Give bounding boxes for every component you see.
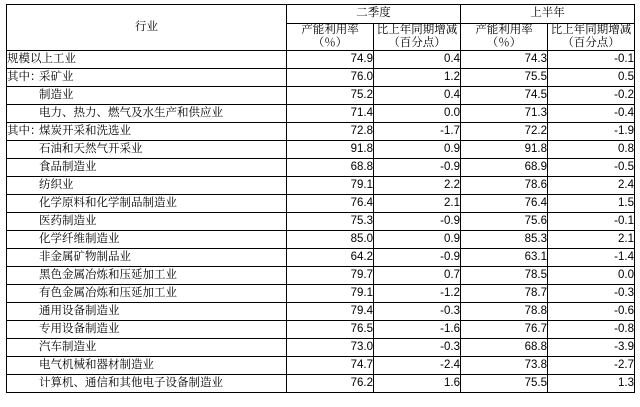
row-q2-change: -0.9 <box>374 213 461 231</box>
row-h1-rate: 73.8 <box>461 357 548 375</box>
table-row <box>7 267 635 285</box>
row-q2-rate: 91.8 <box>287 141 374 159</box>
table-header-row-groups <box>7 5 635 24</box>
row-label: 汽车制造业 <box>39 341 97 354</box>
row-h1-change: 2.1 <box>548 231 635 249</box>
row-h1-change: -0.6 <box>548 303 635 321</box>
row-h1-change: -3.9 <box>548 339 635 357</box>
table-row <box>7 303 635 321</box>
row-q2-rate: 76.5 <box>287 321 374 339</box>
row-h1-change: -0.1 <box>548 51 635 69</box>
header-q2-change <box>374 24 461 51</box>
row-prefix: 其中： <box>7 71 42 84</box>
row-h1-change: -0.8 <box>548 321 635 339</box>
header-h1-rate-line2: （％） <box>486 37 522 50</box>
row-h1-rate: 63.1 <box>461 249 548 267</box>
table-row <box>7 69 635 87</box>
row-h1-change: -0.1 <box>548 213 635 231</box>
row-h1-rate: 75.5 <box>461 69 548 87</box>
header-h1-change-line1: 比上年同期增减 <box>550 24 632 36</box>
header-q2-change-line1: 比上年同期增减 <box>376 24 458 36</box>
row-label: 化学原料和化学制品制造业 <box>39 197 177 210</box>
row-h1-change: 1.3 <box>548 375 635 393</box>
table-row <box>7 177 635 195</box>
row-industry-name <box>7 321 287 339</box>
row-q2-rate: 76.2 <box>287 375 374 393</box>
table-row <box>7 249 635 267</box>
table-row <box>7 213 635 231</box>
row-industry-name <box>7 141 287 159</box>
row-industry-name <box>7 285 287 303</box>
row-industry-name <box>7 195 287 213</box>
table-row <box>7 141 635 159</box>
row-label: 纺织业 <box>39 179 74 192</box>
row-industry-name <box>7 123 287 141</box>
row-h1-change: -2.7 <box>548 357 635 375</box>
row-h1-change: -1.9 <box>548 123 635 141</box>
row-q2-rate: 74.9 <box>287 51 374 69</box>
row-h1-change: 0.8 <box>548 141 635 159</box>
row-label: 非金属矿物制品业 <box>39 251 131 264</box>
row-h1-rate: 74.3 <box>461 51 548 69</box>
row-h1-rate: 74.5 <box>461 87 548 105</box>
row-h1-change: 0.5 <box>548 69 635 87</box>
table-row <box>7 87 635 105</box>
row-h1-rate: 76.4 <box>461 195 548 213</box>
row-h1-change: 2.4 <box>548 177 635 195</box>
row-label: 制造业 <box>39 89 74 102</box>
row-h1-rate: 78.7 <box>461 285 548 303</box>
row-q2-change: -1.7 <box>374 123 461 141</box>
row-label: 规模以上工业 <box>7 53 76 66</box>
row-industry-name <box>7 267 287 285</box>
row-q2-change: 0.7 <box>374 267 461 285</box>
row-q2-rate: 72.8 <box>287 123 374 141</box>
row-h1-change: 1.5 <box>548 195 635 213</box>
capacity-utilization-table <box>6 4 635 393</box>
row-industry-name <box>7 177 287 195</box>
row-industry-name <box>7 357 287 375</box>
row-industry-name <box>7 339 287 357</box>
table-body <box>7 51 635 393</box>
row-label: 食品制造业 <box>39 161 97 174</box>
header-h1-rate-line1: 产能利用率 <box>475 24 533 36</box>
row-q2-change: -0.3 <box>374 339 461 357</box>
row-q2-rate: 79.1 <box>287 177 374 195</box>
table-row <box>7 357 635 375</box>
row-industry-name <box>7 375 287 393</box>
header-h1-change <box>548 24 635 51</box>
row-h1-rate: 72.2 <box>461 123 548 141</box>
row-q2-change: 0.4 <box>374 51 461 69</box>
row-label: 有色金属冶炼和压延加工业 <box>39 287 177 300</box>
header-q2-rate-line2: （％） <box>312 37 348 50</box>
row-q2-change: -2.4 <box>374 357 461 375</box>
row-h1-change: -0.3 <box>548 285 635 303</box>
row-q2-change: 1.6 <box>374 375 461 393</box>
row-q2-rate: 79.4 <box>287 303 374 321</box>
row-label: 电力、热力、燃气及水生产和供应业 <box>39 107 223 120</box>
row-label: 石油和天然气开采业 <box>39 143 143 156</box>
row-h1-rate: 75.6 <box>461 213 548 231</box>
header-industry: 行业 <box>7 5 287 51</box>
row-h1-rate: 78.6 <box>461 177 548 195</box>
row-h1-rate: 91.8 <box>461 141 548 159</box>
header-q2-change-line2: （百分点） <box>388 37 446 50</box>
row-q2-change: -0.9 <box>374 249 461 267</box>
row-h1-rate: 78.8 <box>461 303 548 321</box>
row-q2-change: -1.2 <box>374 285 461 303</box>
row-label: 医药制造业 <box>39 215 97 228</box>
table-row <box>7 123 635 141</box>
row-h1-rate: 68.8 <box>461 339 548 357</box>
row-industry-name <box>7 105 287 123</box>
table-row <box>7 51 635 69</box>
row-label: 化学纤维制造业 <box>39 233 120 246</box>
header-group-q2: 二季度 <box>287 5 461 24</box>
row-q2-rate: 75.2 <box>287 87 374 105</box>
row-q2-change: -1.6 <box>374 321 461 339</box>
row-industry-name <box>7 213 287 231</box>
row-h1-rate: 71.3 <box>461 105 548 123</box>
table-row <box>7 285 635 303</box>
row-q2-rate: 68.8 <box>287 159 374 177</box>
row-industry-name <box>7 51 287 69</box>
row-q2-rate: 85.0 <box>287 231 374 249</box>
row-q2-change: 2.1 <box>374 195 461 213</box>
header-h1-rate <box>461 24 548 51</box>
row-h1-change: 0.0 <box>548 267 635 285</box>
row-h1-rate: 85.3 <box>461 231 548 249</box>
row-q2-rate: 76.0 <box>287 69 374 87</box>
table-header <box>7 5 635 51</box>
row-q2-rate: 79.7 <box>287 267 374 285</box>
table-row <box>7 105 635 123</box>
row-q2-rate: 74.7 <box>287 357 374 375</box>
row-q2-rate: 79.1 <box>287 285 374 303</box>
row-q2-change: 0.9 <box>374 231 461 249</box>
header-group-h1: 上半年 <box>461 5 635 24</box>
row-h1-rate: 78.5 <box>461 267 548 285</box>
row-label: 专用设备制造业 <box>39 323 120 336</box>
row-q2-change: 0.9 <box>374 141 461 159</box>
row-label: 黑色金属冶炼和压延加工业 <box>39 269 177 282</box>
row-q2-change: -0.9 <box>374 159 461 177</box>
row-label: 计算机、通信和其他电子设备制造业 <box>39 377 223 390</box>
row-h1-rate: 76.7 <box>461 321 548 339</box>
header-q2-rate-line1: 产能利用率 <box>301 24 359 36</box>
row-label: 电气机械和器材制造业 <box>39 359 154 372</box>
table-row <box>7 321 635 339</box>
table-row <box>7 375 635 393</box>
row-industry-name <box>7 159 287 177</box>
row-industry-name <box>7 249 287 267</box>
row-h1-rate: 68.9 <box>461 159 548 177</box>
row-label: 通用设备制造业 <box>39 305 120 318</box>
row-label: 煤炭开采和洗选业 <box>39 125 131 138</box>
table-row <box>7 159 635 177</box>
row-q2-rate: 76.4 <box>287 195 374 213</box>
row-h1-change: -0.4 <box>548 105 635 123</box>
row-q2-change: 0.0 <box>374 105 461 123</box>
row-q2-rate: 73.0 <box>287 339 374 357</box>
row-industry-name <box>7 69 287 87</box>
row-q2-change: 0.4 <box>374 87 461 105</box>
row-q2-change: 2.2 <box>374 177 461 195</box>
header-h1-change-line2: （百分点） <box>562 37 620 50</box>
row-industry-name <box>7 87 287 105</box>
row-label: 采矿业 <box>39 71 74 84</box>
row-q2-rate: 75.3 <box>287 213 374 231</box>
row-industry-name <box>7 231 287 249</box>
row-q2-rate: 64.2 <box>287 249 374 267</box>
row-h1-rate: 75.5 <box>461 375 548 393</box>
header-q2-rate <box>287 24 374 51</box>
row-q2-change: 1.2 <box>374 69 461 87</box>
row-q2-change: -0.3 <box>374 303 461 321</box>
row-industry-name <box>7 303 287 321</box>
table-row <box>7 231 635 249</box>
row-h1-change: -0.5 <box>548 159 635 177</box>
row-q2-rate: 71.4 <box>287 105 374 123</box>
table-row <box>7 195 635 213</box>
row-h1-change: -1.4 <box>548 249 635 267</box>
row-prefix: 其中： <box>7 125 42 138</box>
table-row <box>7 339 635 357</box>
row-h1-change: -0.2 <box>548 87 635 105</box>
